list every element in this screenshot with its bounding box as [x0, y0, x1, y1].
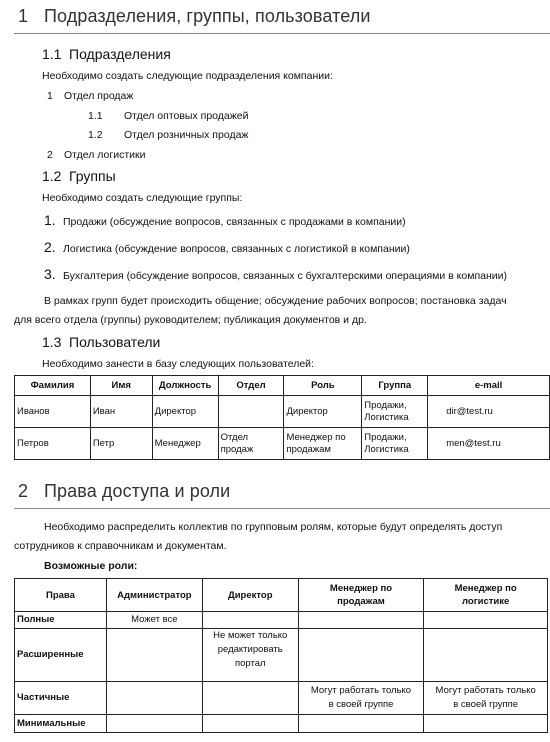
- director-cell: [202, 715, 298, 733]
- header-line: Администратор: [117, 589, 192, 601]
- roles-paragraph-line-2: сотрудников к справочникам и документам.: [14, 540, 227, 552]
- email-cell: dir@test.ru: [428, 396, 550, 428]
- right-name-cell: Минимальные: [15, 715, 107, 733]
- sales-manager-cell: [298, 715, 424, 733]
- column-header: Роль: [284, 376, 362, 396]
- cell-line: Могут работать только: [435, 685, 536, 696]
- section-2-title: Права доступа и роли: [44, 481, 231, 501]
- right-name-cell: Полные: [15, 612, 107, 629]
- cell-line: в своей группе: [328, 699, 394, 710]
- cell-line: Могут работать только: [310, 685, 412, 696]
- dept-item-num: 1: [47, 90, 53, 102]
- subsection-1-1-title: Подразделения: [69, 46, 171, 62]
- director-cell: [202, 629, 298, 682]
- cell-line: редактировать: [217, 644, 283, 655]
- table-row: [15, 629, 548, 682]
- director-cell: [202, 682, 298, 715]
- role-line: продажам: [286, 443, 331, 455]
- subsection-1-3-intro: Необходимо занести в базу следующих пользователей:: [42, 358, 314, 370]
- column-header: Фамилия: [15, 376, 91, 396]
- sales-manager-cell: [298, 629, 424, 682]
- admin-cell: [106, 715, 202, 733]
- group-item-num: 1.: [44, 212, 56, 228]
- dept-item-num: 1.2: [88, 129, 103, 141]
- section-2-divider: [14, 508, 550, 509]
- group-item-label: Бухгалтерия (обсуждение вопросов, связанных с бухгалтерскими операциями в компании): [63, 270, 507, 282]
- column-header: [424, 579, 548, 612]
- group-cell: [362, 428, 428, 460]
- director-cell: [202, 612, 298, 629]
- users-table-header: [15, 376, 550, 396]
- header-line: продажам: [337, 596, 385, 607]
- dept-item-label: Отдел оптовых продажей: [124, 110, 249, 122]
- group-item-label: Продажи (обсуждение вопросов, связанных с продажами в компании): [63, 216, 406, 228]
- roles-paragraph-line-1: Необходимо распределить коллектив по групповым ролям, которые будут определять доступ: [44, 521, 503, 533]
- subsection-1-1-heading: [42, 46, 171, 62]
- header-line: Права: [45, 589, 75, 601]
- header-line: Менеджер по: [454, 583, 517, 594]
- table-row: [15, 396, 550, 428]
- group-line: Продажи,: [364, 431, 407, 443]
- admin-cell: [106, 682, 202, 715]
- group-item-num: 3.: [44, 266, 56, 282]
- groups-paragraph-line-2: для всего отдела (группы) руководителем; публикация документов и др.: [14, 314, 367, 326]
- column-header: e-mail: [428, 376, 550, 396]
- section-1-title: Подразделения, группы, пользователи: [44, 6, 371, 26]
- group-item-num: 2.: [44, 239, 56, 255]
- subsection-1-1-number: 1.1: [42, 46, 62, 62]
- role-cell: [284, 396, 362, 428]
- column-header: [15, 579, 107, 612]
- role-cell: [284, 428, 362, 460]
- name-cell: Иван: [90, 396, 152, 428]
- column-header: [202, 579, 298, 612]
- subsection-1-1-intro: Необходимо создать следующие подразделения компании:: [42, 70, 333, 82]
- cell-line: портал: [234, 658, 266, 669]
- subsection-1-2-title: Группы: [69, 168, 116, 184]
- group-line: Логистика: [364, 443, 409, 455]
- section-1-divider: [14, 33, 550, 34]
- table-row: [15, 682, 548, 715]
- roles-label: Возможные роли:: [44, 560, 138, 572]
- sales-manager-cell: [298, 612, 424, 629]
- surname-cell: Петров: [15, 428, 91, 460]
- header-line: логистике: [461, 596, 510, 607]
- email-cell: men@test.ru: [428, 428, 550, 460]
- right-name-cell: Расширенные: [15, 629, 107, 682]
- group-item-label: Логистика (обсуждение вопросов, связанных с логистикой в компании): [63, 243, 410, 255]
- logistics-manager-cell: [424, 682, 548, 715]
- logistics-manager-cell: [424, 629, 548, 682]
- logistics-manager-cell: [424, 715, 548, 733]
- column-header: Имя: [90, 376, 152, 396]
- dept-cell: [218, 396, 284, 428]
- column-header: Группа: [362, 376, 428, 396]
- header-line: Директор: [227, 589, 273, 601]
- column-header: Должность: [152, 376, 218, 396]
- subsection-1-3-number: 1.3: [42, 334, 62, 350]
- sales-manager-cell: [298, 682, 424, 715]
- dept-item-label: Отдел розничных продаж: [124, 129, 249, 141]
- section-1-heading: [18, 6, 371, 27]
- role-line: Директор: [286, 405, 328, 417]
- dept-line: Отдел: [220, 431, 249, 443]
- column-header: [298, 579, 424, 612]
- right-name-cell: Частичные: [15, 682, 107, 715]
- groups-paragraph-line-1: В рамках групп будет происходить общение; обсуждение рабочих вопросов; постановка задач: [44, 295, 507, 307]
- table-row: [15, 715, 548, 733]
- subsection-1-2-number: 1.2: [42, 168, 62, 184]
- group-line: Логистика: [364, 411, 409, 423]
- position-cell: Директор: [152, 396, 218, 428]
- subsection-1-2-heading: [42, 168, 116, 184]
- role-line: Менеджер по: [286, 431, 346, 443]
- position-cell: Менеджер: [152, 428, 218, 460]
- column-header: [106, 579, 202, 612]
- group-cell: [362, 396, 428, 428]
- roles-table: [14, 578, 548, 733]
- roles-table-header: [15, 579, 548, 612]
- dept-item-label: Отдел логистики: [64, 149, 146, 161]
- dept-item-num: 1.1: [88, 110, 103, 122]
- name-cell: Петр: [90, 428, 152, 460]
- dept-cell: [218, 428, 284, 460]
- users-table: [14, 375, 550, 460]
- admin-cell: Может все: [106, 612, 202, 629]
- subsection-1-3-title: Пользователи: [69, 334, 161, 350]
- cell-line: Не может только: [213, 630, 288, 641]
- table-row: [15, 612, 548, 629]
- section-2-number: 2: [18, 481, 29, 501]
- column-header: Отдел: [218, 376, 284, 396]
- section-2-heading: [18, 481, 230, 502]
- header-line: Менеджер по: [329, 583, 393, 594]
- table-row: [15, 428, 550, 460]
- subsection-1-2-intro: Необходимо создать следующие группы:: [42, 192, 243, 204]
- cell-line: в своей группе: [453, 699, 519, 710]
- dept-line: продаж: [220, 443, 254, 455]
- dept-item-num: 2: [47, 149, 53, 161]
- admin-cell: [106, 629, 202, 682]
- section-1-number: 1: [18, 6, 29, 26]
- surname-cell: Иванов: [15, 396, 91, 428]
- logistics-manager-cell: [424, 612, 548, 629]
- dept-item-label: Отдел продаж: [64, 90, 134, 102]
- group-line: Продажи,: [364, 399, 407, 411]
- subsection-1-3-heading: [42, 334, 160, 350]
